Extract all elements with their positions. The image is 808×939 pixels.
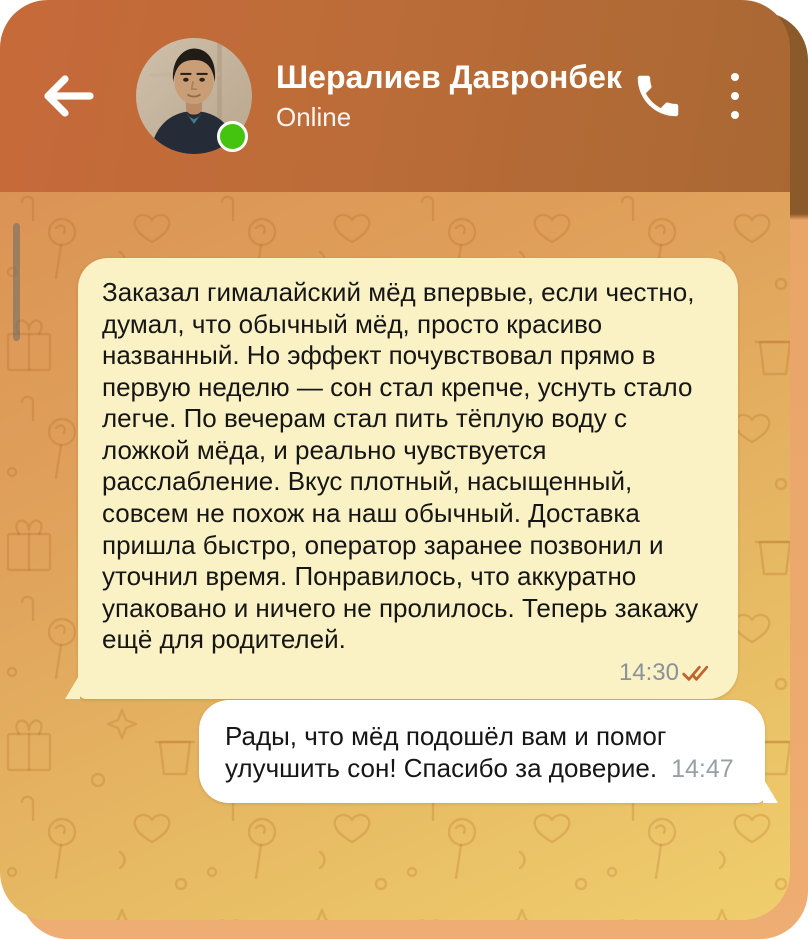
- chat-area: [0, 192, 790, 920]
- message-bubble-incoming[interactable]: [78, 258, 738, 699]
- chat-header: [0, 0, 790, 192]
- message-time: 14:47: [671, 754, 734, 783]
- online-status-dot: [217, 121, 248, 152]
- message-meta: [102, 659, 712, 687]
- message-text: Заказал гималайский мёд впервые, если честно, думал, что обычный мёд, просто красиво названный. Но эффект почувствовал прямо в первую неделю — сон стал крепче, уснуть стало легче. По вечерам стал пить тёплую воду с ложкой мёда, и реально чувствуется расслабление. Вкус плотный, насыщенный, совсем не похож на наш обычный. Доставка пришла быстро, оператор заранее позвонил и уточнил время. Понравилось, что аккуратно упаковано и ничего не пролилось. Теперь закажу ещё для родителей.: [102, 277, 699, 655]
- menu-button[interactable]: [722, 64, 748, 128]
- kebab-menu-icon: [731, 73, 739, 81]
- back-button[interactable]: [36, 64, 100, 128]
- contact-info[interactable]: [276, 61, 628, 131]
- contact-name: Шералиев Давронбек: [276, 59, 622, 96]
- phone-icon: [631, 69, 685, 123]
- call-button[interactable]: [628, 66, 688, 126]
- scrollbar-thumb[interactable]: [13, 223, 20, 341]
- online-status-text: Online: [276, 101, 352, 132]
- avatar[interactable]: [136, 38, 252, 154]
- back-arrow-icon: [40, 70, 96, 122]
- message-text: Рады, что мёд подошёл вам и помог улучшить сон! Спасибо за доверие.: [225, 721, 667, 783]
- message-time: 14:30: [618, 658, 679, 686]
- message-bubble-outgoing[interactable]: [199, 700, 765, 803]
- read-double-check-icon: [682, 663, 712, 683]
